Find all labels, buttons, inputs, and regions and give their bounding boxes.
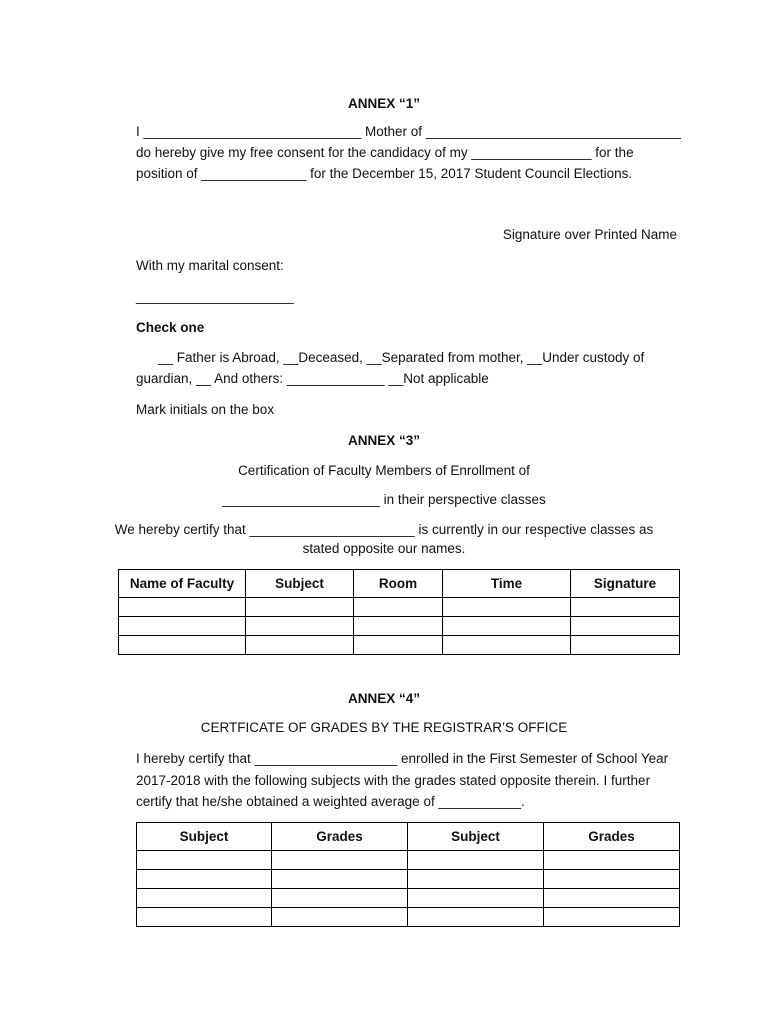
signature-label: Signature over Printed Name bbox=[502, 227, 677, 242]
table-cell bbox=[544, 889, 680, 908]
table-cell bbox=[408, 870, 544, 889]
header-name-of-faculty: Name of Faculty bbox=[119, 570, 246, 598]
header-signature: Signature bbox=[571, 570, 680, 598]
table-cell bbox=[137, 870, 272, 889]
table-cell bbox=[246, 636, 354, 655]
table-cell bbox=[119, 636, 246, 655]
mark-initials-note: Mark initials on the box bbox=[136, 402, 275, 417]
annex3-certify-line2: stated opposite our names. bbox=[302, 541, 466, 556]
annex4-paragraph-line3: certify that he/she obtained a weighted average of ___________. bbox=[136, 794, 525, 809]
faculty-enrollment-table bbox=[118, 569, 680, 655]
marital-consent-blank: _____________________ bbox=[136, 289, 294, 304]
table-cell bbox=[571, 636, 680, 655]
table-cell bbox=[272, 870, 408, 889]
annex3-subtitle-line1: Certification of Faculty Members of Enrollment of bbox=[238, 463, 530, 478]
header-grades: Grades bbox=[272, 823, 408, 851]
header-grades: Grades bbox=[544, 823, 680, 851]
annex4-title: ANNEX “4” bbox=[347, 691, 420, 706]
table-row bbox=[137, 908, 680, 927]
header-time: Time bbox=[443, 570, 571, 598]
table-cell bbox=[443, 617, 571, 636]
table-cell bbox=[443, 636, 571, 655]
table-row bbox=[137, 870, 680, 889]
table-cell bbox=[119, 598, 246, 617]
table-cell bbox=[354, 598, 443, 617]
header-room: Room bbox=[354, 570, 443, 598]
table-cell bbox=[246, 617, 354, 636]
table-cell bbox=[272, 908, 408, 927]
table-cell bbox=[246, 598, 354, 617]
check-options-line2: guardian, __ And others: _____________ __Not applicable bbox=[136, 371, 489, 386]
header-subject: Subject bbox=[408, 823, 544, 851]
table-row bbox=[137, 851, 680, 870]
table-cell bbox=[544, 870, 680, 889]
annex1-consent-line1: I _____________________________ Mother of __________________________________ bbox=[136, 124, 682, 139]
table-cell bbox=[443, 598, 571, 617]
table-cell bbox=[272, 889, 408, 908]
annex3-subtitle-line2: _____________________ in their perspective classes bbox=[222, 492, 546, 507]
table-cell bbox=[408, 908, 544, 927]
table-cell bbox=[544, 908, 680, 927]
table-cell bbox=[119, 617, 246, 636]
table-cell bbox=[137, 851, 272, 870]
check-options-line1: __ Father is Abroad, __Deceased, __Separated from mother, __Under custody of bbox=[158, 350, 645, 365]
table-cell bbox=[354, 617, 443, 636]
marital-consent-label: With my marital consent: bbox=[136, 258, 284, 273]
table-cell bbox=[408, 851, 544, 870]
annex4-subtitle: CERTFICATE OF GRADES BY THE REGISTRAR’S OFFICE bbox=[200, 720, 568, 735]
annex1-title: ANNEX “1” bbox=[347, 96, 420, 111]
table-cell bbox=[272, 851, 408, 870]
table-cell bbox=[137, 908, 272, 927]
table-header-row bbox=[137, 823, 680, 851]
table-cell bbox=[354, 636, 443, 655]
table-cell bbox=[408, 889, 544, 908]
annex1-consent-line3: position of ______________ for the December 15, 2017 Student Council Elections. bbox=[136, 166, 633, 181]
table-header-row bbox=[119, 570, 680, 598]
annex3-title: ANNEX “3” bbox=[347, 433, 420, 448]
table-row bbox=[137, 889, 680, 908]
table-row bbox=[119, 617, 680, 636]
annex4-paragraph-line2: 2017-2018 with the following subjects with the grades stated opposite therein. I further bbox=[136, 773, 651, 788]
check-one-heading: Check one bbox=[136, 320, 205, 335]
table-cell bbox=[571, 617, 680, 636]
table-row bbox=[119, 636, 680, 655]
header-subject: Subject bbox=[246, 570, 354, 598]
table-cell bbox=[571, 598, 680, 617]
annex1-consent-line2: do hereby give my free consent for the candidacy of my ________________ for the bbox=[136, 145, 634, 160]
header-subject: Subject bbox=[137, 823, 272, 851]
table-cell bbox=[137, 889, 272, 908]
table-row bbox=[119, 598, 680, 617]
annex4-paragraph-line1: I hereby certify that ___________________ enrolled in the First Semester of School Year bbox=[136, 751, 669, 766]
grades-table bbox=[136, 822, 680, 927]
table-cell bbox=[544, 851, 680, 870]
annex3-certify-line1: We hereby certify that ______________________ is currently in our respective classes as bbox=[114, 522, 654, 537]
